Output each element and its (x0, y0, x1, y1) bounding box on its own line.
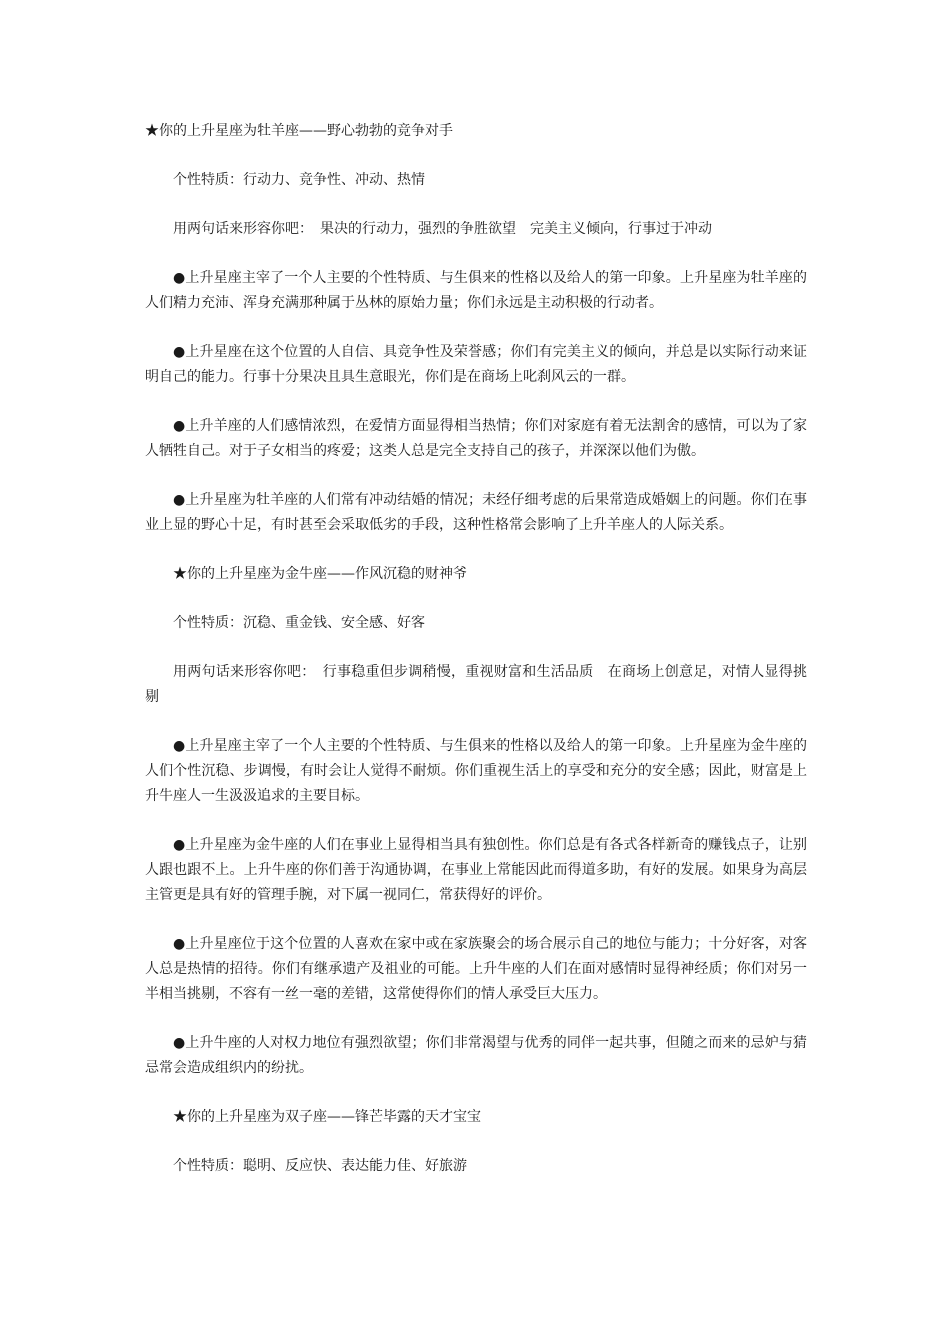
document-body (145, 119, 807, 1179)
section-heading-aries: ★你的上升星座为牡羊座——野心勃勃的竞争对手 (145, 123, 453, 139)
traits-line-taurus: 个性特质：沉稳、重金钱、安全感、好客 (173, 615, 425, 631)
traits-line-gemini: 个性特质：聪明、反应快、表达能力佳、好旅游 (173, 1158, 467, 1174)
summary-line-taurus: 用两句话来形容你吧： 行事稳重但步调稍慢，重视财富和生活品质 在商场上创意足，对情人显得挑剔 (145, 664, 807, 705)
body-paragraph-taurus-3: ●上升星座位于这个位置的人喜欢在家中或在家族聚会的场合展示自己的地位与能力；十分好客，对客人总是热情的招待。你们有继承遗产及祖业的可能。上升牛座的人们在面对感情时显得神经质；你们对另一半相当挑剔，不容有一丝一毫的差错，这常使得你们的情人承受巨大压力。 (145, 936, 807, 1002)
body-paragraph-aries-1: ●上升星座主宰了一个人主要的个性特质、与生俱来的性格以及给人的第一印象。上升星座为牡羊座的人们精力充沛、浑身充满那种属于丛林的原始力量；你们永远是主动积极的行动者。 (145, 270, 807, 311)
body-paragraph-taurus-1: ●上升星座主宰了一个人主要的个性特质、与生俱来的性格以及给人的第一印象。上升星座为金牛座的人们个性沉稳、步调慢，有时会让人觉得不耐烦。你们重视生活上的享受和充分的安全感；因此，财富是上升牛座人一生汲汲追求的主要目标。 (145, 738, 807, 804)
body-paragraph-aries-2: ●上升星座在这个位置的人自信、具竞争性及荣誉感；你们有完美主义的倾向，并总是以实际行动来证明自己的能力。行事十分果决且具生意眼光，你们是在商场上叱刹风云的一群。 (145, 344, 807, 385)
section-heading-taurus: ★你的上升星座为金牛座——作风沉稳的财神爷 (173, 566, 467, 582)
body-paragraph-taurus-2: ●上升星座为金牛座的人们在事业上显得相当具有独创性。你们总是有各式各样新奇的赚钱点子，让别人跟也跟不上。上升牛座的你们善于沟通协调，在事业上常能因此而得道多助，有好的发展。如果身为高层主管更是具有好的管理手腕，对下属一视同仁，常获得好的评价。 (145, 837, 807, 903)
traits-line-aries: 个性特质：行动力、竞争性、冲动、热情 (173, 172, 425, 188)
summary-line-aries: 用两句话来形容你吧： 果决的行动力，强烈的争胜欲望 完美主义倾向，行事过于冲动 (173, 221, 712, 237)
body-paragraph-taurus-4: ●上升牛座的人对权力地位有强烈欲望；你们非常渴望与优秀的同伴一起共事，但随之而来的忌妒与猜忌常会造成组织内的纷扰。 (145, 1035, 807, 1076)
body-paragraph-aries-4: ●上升星座为牡羊座的人们常有冲动结婚的情况；未经仔细考虑的后果常造成婚姻上的问题。你们在事业上显的野心十足，有时甚至会采取低劣的手段，这种性格常会影响了上升羊座人的人际关系。 (145, 492, 807, 533)
body-paragraph-aries-3: ●上升羊座的人们感情浓烈，在爱情方面显得相当热情；你们对家庭有着无法割舍的感情，可以为了家人牺牲自己。对于子女相当的疼爱；这类人总是完全支持自己的孩子，并深深以他们为傲。 (145, 418, 807, 459)
section-heading-gemini: ★你的上升星座为双子座——锋芒毕露的天才宝宝 (173, 1109, 481, 1125)
